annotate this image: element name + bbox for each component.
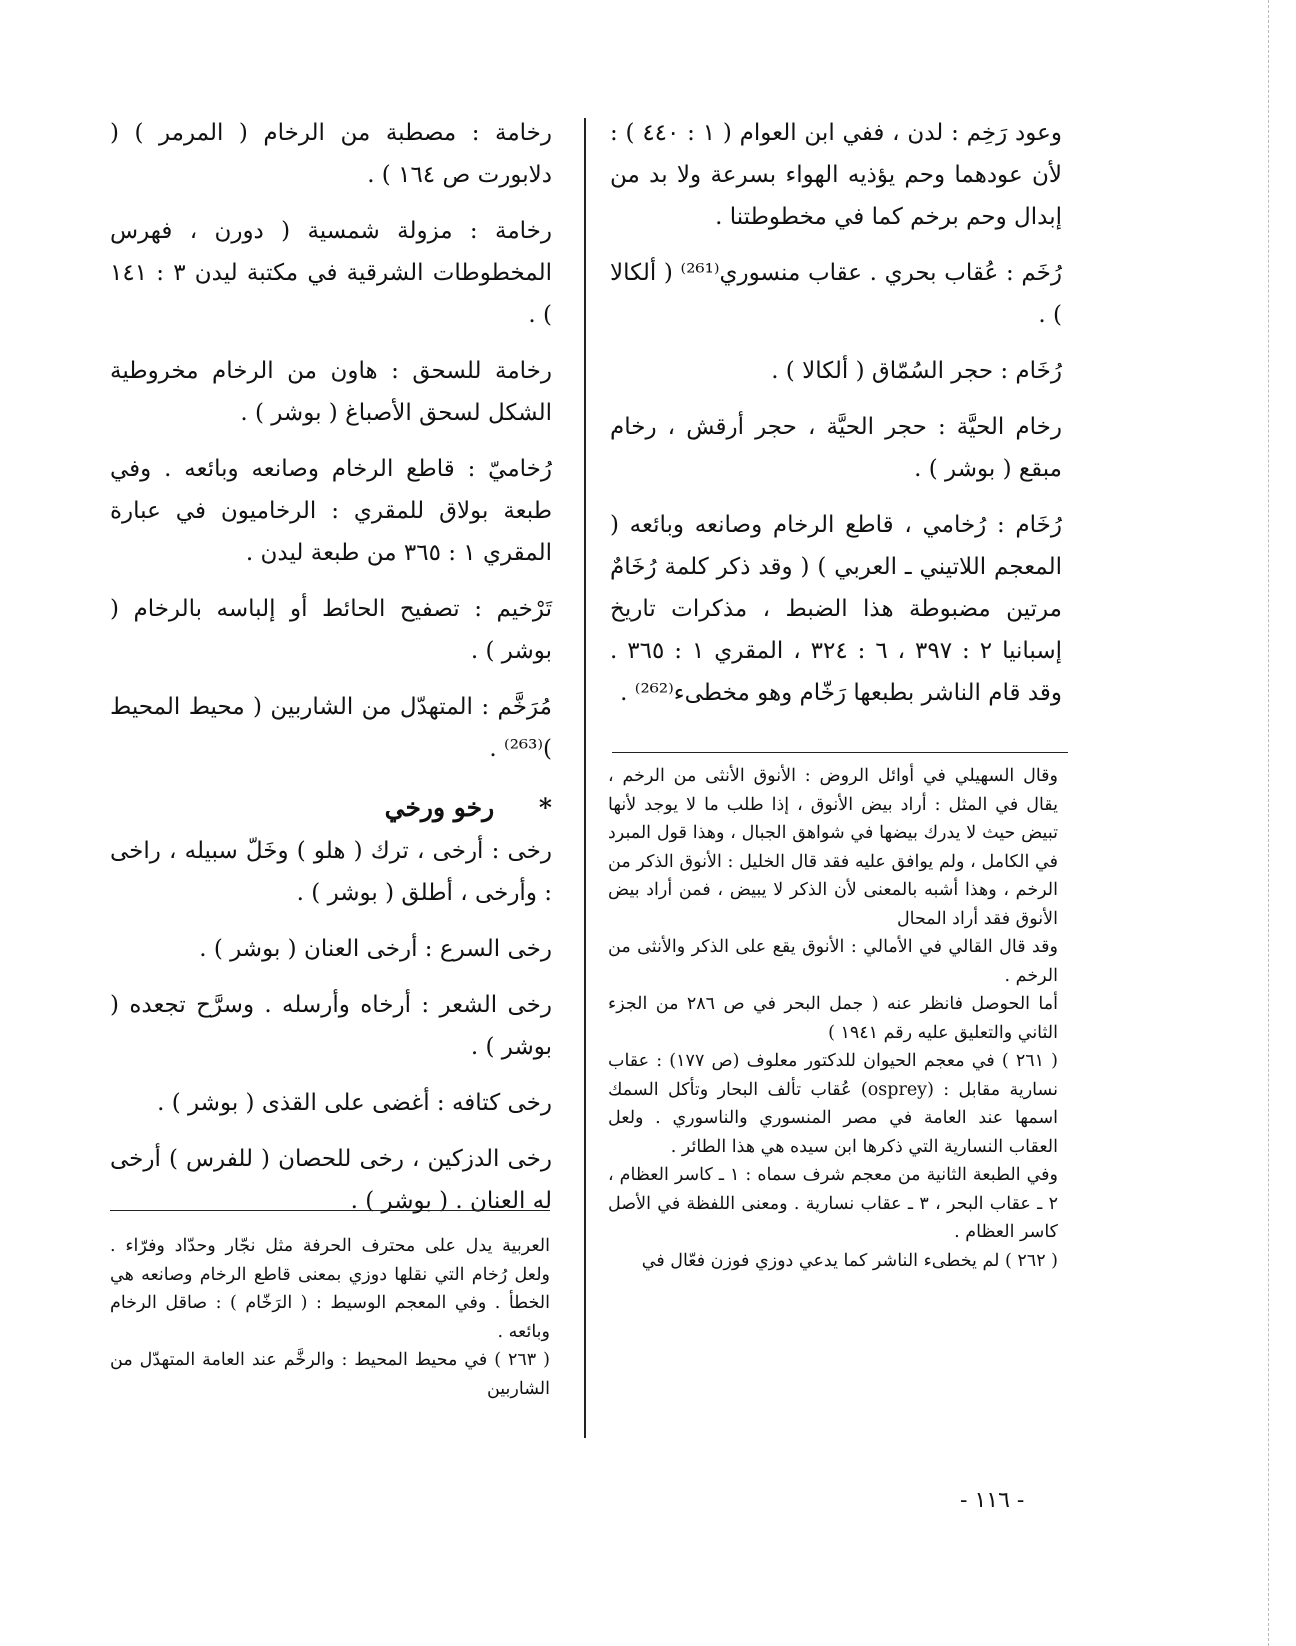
entry: رُخَام : رُخامي ، قاطع الرخام وصانعه وبائعه ( المعجم اللاتيني ـ العربي ) ( وقد ذكر كلمة رُخَامٌ مرتين مضبوطة هذا الضبط ، مذكرات تاريخ إسبانيا ٢ : ٣٩٧ ، ٦ : ٣٢٤ ، المقري ١ : ٣٦٥ . وقد قام الناشر بطبعها رَخّام وهو مخطىء⁽²⁶²⁾ . [610, 512, 1063, 706]
footnote-text: ( ٢٦١ ) في معجم الحيوان للدكتور معلوف (ص ١٧٧) : عقاب نسارية مقابل : (osprey) عُقاب تألف البحار وتأكل السمك اسمها عند العامة في مصر المنسوري والناسوري . ولعل العقاب النسارية التي ذكرها ابن سيده هي هذا الطائر . [608, 1051, 1059, 1157]
entry: رخامة : مصطبة من الرخام ( المرمر ) ( دلابورت ص ١٦٤ ) . [110, 120, 552, 188]
column-divider [584, 118, 586, 1438]
footnote-text: ( ٢٦٣ ) في محيط المحيط : والرخَّم عند العامة المتهدّل من الشاربين [110, 1350, 550, 1399]
section-heading-text: رخو ورخي [384, 793, 495, 822]
left-column [110, 112, 552, 1236]
entry: رخامة : مزولة شمسية ( دورن ، فهرس المخطوطات الشرقية في مكتبة ليدن ٣ : ١٤١ ) . [110, 218, 553, 328]
entry: رخى : أرخى ، ترك ( هلو ) وخَلّ سبيله ، راخى : وأرخى ، أطلق ( بوشر ) . [110, 838, 552, 906]
entry: رخى الدزكين ، رخى للحصان ( للفرس ) أرخى له العنان . ( بوشر ) . [110, 1146, 552, 1214]
entry: تَرْخيم : تصفيح الحائط أو إلباسه بالرخام ( بوشر ) . [110, 596, 552, 664]
right-column [610, 112, 1062, 728]
footnote-text: ( ٢٦٢ ) لم يخطىء الناشر كما يدعي دوزي فوزن فعّال في [641, 1250, 1058, 1271]
page-number: - ١١٦ - [960, 1488, 1025, 1513]
entry: رخامة للسحق : هاون من الرخام مخروطية الشكل لسحق الأصباغ ( بوشر ) . [110, 358, 552, 426]
footnote-rule-left [110, 1210, 550, 1211]
entry: رخام الحيَّة : حجر الحيَّة ، حجر أرقش ، رخام مبقع ( بوشر ) . [610, 414, 1062, 482]
entry: رخى السرع : أرخى العنان ( بوشر ) . [199, 936, 552, 962]
entry: مُرَخَّم : المتهدّل من الشاربين ( محيط المحيط )⁽²⁶³⁾ . [110, 694, 552, 762]
footnote-text: وقد قال القالي في الأمالي : الأنوق يقع على الذكر والأنثى من الرخم . [608, 937, 1058, 986]
footnote-rule-right [612, 752, 1068, 753]
footnotes-right [608, 762, 1058, 1275]
footnote-text: وقال السهيلي في أوائل الروض : الأنوق الأنثى من الرخم ، يقال في المثل : أراد بيض الأنوق ، إذا طلب ما لا يوجد لأنها تبيض حيث لا يدرك بيضها في شواهق الجبال ، وهذا قول المبرد في الكامل ، ولم يوافق عليه فقد قال الخليل : الأنوق الذكر من الرخم ، وهذا أشبه بالمعنى لأن الذكر لا يبيض ، فمن أراد بيض الأنوق فقد أراد المحال [608, 766, 1058, 929]
asterisk-mark: * [538, 793, 552, 822]
entry: رُخَام : حجر السُمّاق ( ألكالا ) . [771, 358, 1062, 384]
footnote-text: وفي الطبعة الثانية من معجم شرف سماه : ١ ـ كاسر العظام ، ٢ ـ عقاب البحر ، ٣ ـ عقاب نسارية . ومعنى اللفظة في الأصل كاسر العظام . [608, 1165, 1058, 1242]
section-heading [110, 786, 552, 830]
entry: رخى كتافه : أغضى على القذى ( بوشر ) . [157, 1090, 552, 1116]
entry: رُخَم : عُقاب بحري . عقاب منسوري⁽²⁶¹⁾ ( ألكالا ) . [610, 260, 1062, 328]
entry: رُخاميّ : قاطع الرخام وصانعه وبائعه . وفي طبعة بولاق للمقري : الرخاميون في عبارة المقري ١ : ٣٦٥ من طبعة ليدن . [110, 456, 552, 566]
footnote-text: العربية يدل على محترف الحرفة مثل نجّار وحدّاد وفرّاء . ولعل رُخام التي نقلها دوزي بمعنى قاطع الرخام وصانعه هي الخطأ . وفي المعجم الوسيط : ( الرَخّام ) : صاقل الرخام وبائعه . [110, 1236, 550, 1342]
footnote-text: أما الحوصل فانظر عنه ( جمل البحر في ص ٢٨٦ من الجزء الثاني والتعليق عليه رقم ١٩٤١ ) [608, 994, 1059, 1043]
scan-edge-line [1268, 0, 1269, 1646]
footnotes-left [110, 1232, 550, 1403]
entry: وعود رَخِم : لدن ، ففي ابن العوام ( ١ : ٤٤٠ ) : لأن عودهما وحم يؤذيه الهواء بسرعة ولا بد من إبدال وحم برخم كما في مخطوطتنا . [610, 120, 1063, 230]
entry: رخى الشعر : أرخاه وأرسله . وسرَّح تجعده ( بوشر ) . [110, 992, 552, 1060]
